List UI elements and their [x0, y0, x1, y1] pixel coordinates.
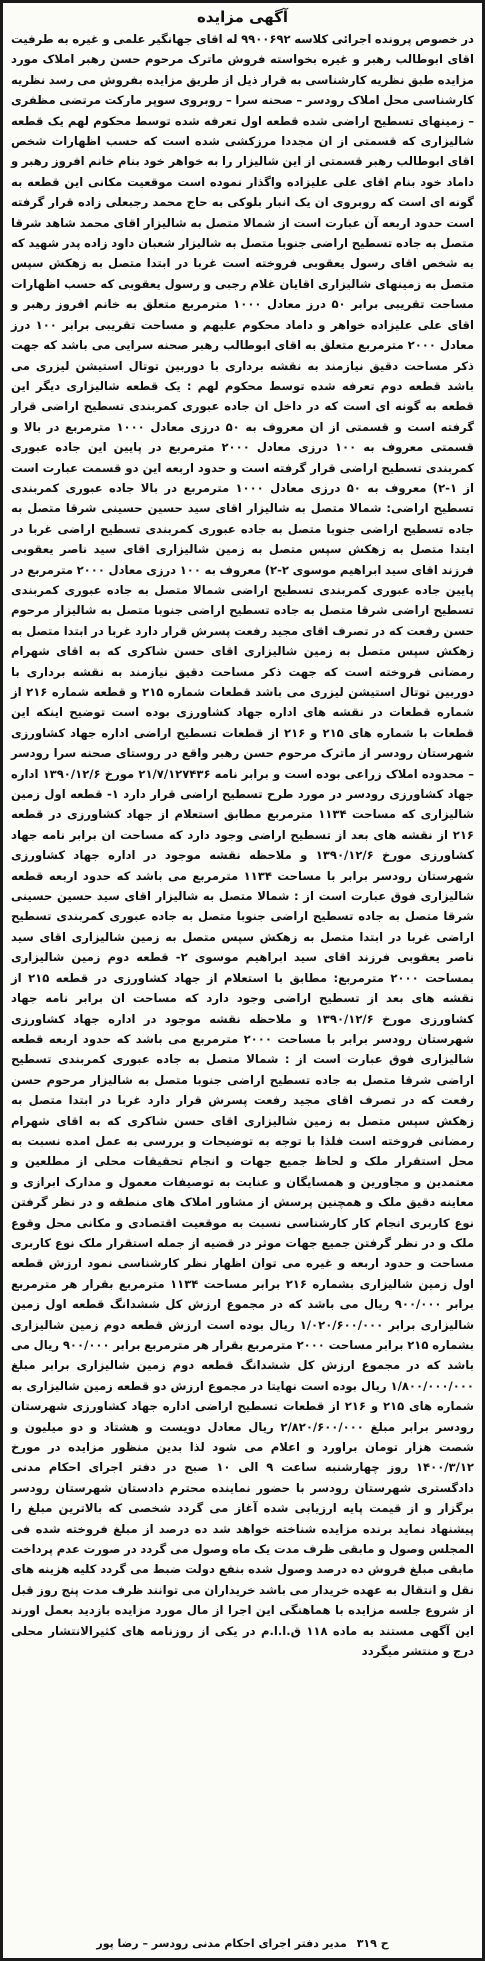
notice-signature: مدیر دفتر اجرای احکام مدنی رودسر – رضا پور	[96, 1937, 347, 1950]
notice-title: آگهی مزایده	[196, 8, 289, 26]
notice-body: در خصوص پرونده اجرائی کلاسه ۹۹۰۰۶۹۲ له اقای جهانگیر علمی و غیره به طرفیت اقای ابوطالب رهبر و غیره بخواسته فروش ماترک مرحوم حسن رهبر املاک مورد مزایده طبق نظریه کارشناسی به قرار ذیل از طریق مزایده بفروش می رسد نظریه کارشناسی محل املاک رودسر – صحنه سرا – روبروی سوپر مارکت مرتضی مظفری – زمینهای تسطیح اراضی شده قطعه اول تعرفه شده توسط محکوم لهم یک قطعه شالیزاری که قسمتی از ان مجددا مرزکشی شده است که حسب اظهارات شخص اقای ابوطالب رهبر قسمتی از این شالیزار را به خواهر خود بنام خانم افروز رهبر و داماد خود بنام اقای علی علیزاده واگذار نموده است موقعیت مکانی این قطعه به گونه ای است که روبروی ان یک انبار بلوکی به حاج محمد رجبعلی زاده قرار گرفته است حدود اربعه آن عبارت است از شمالا متصل به شالیزار اقای محمد شاهد شرقا متصل به جاده تسطیح اراضی جنوبا متصل به شالیزار شعبان داود زاده پدر شهید که به شخص اقای رسول یعقوبی فروخته است غربا در ابتدا متصل به زهکش سپس متصل به زمینهای شالیزاری اقایان غلام رجبی و رسول یعقوبی که حسب اظهارات مساحت تقریبی برابر ۵۰ درز معادل ۱۰۰۰ مترمربع متعلق به خانم افروز رهبر و اقای علی علیزاده خواهر و داماد محکوم علیهم و مساحت تقریبی برابر ۱۰۰ درز معادل ۲۰۰۰ مترمربع متعلق به اقای ابوطالب رهبر صحنه سرایی می باشد که جهت ذکر مساحت دقیق نیازمند به نقشه برداری با دوربین توتال استیشن لیزری می باشد قطعه دوم تعرفه شده توسط محکوم لهم : یک قطعه شالیزاری دیگر این قطعه به گونه ای است که در داخل ان جاده عبوری کمربندی تسطیح اراضی قرار گرفته است و قسمتی از ان معروف به ۵۰ درزی معادل ۱۰۰۰ مترمربع در بالا و قسمتی معروف به ۱۰۰ درزی معادل ۲۰۰۰ مترمربع در پایین این جاده عبوری کمربندی تسطیح اراضی قرار گرفته است و حدود اربعه این دو قسمت عبارت است از ۱-۲) معروف به ۵۰ درزی معادل ۱۰۰۰ مترمربع در بالا جاده عبوری کمربندی تسطیح اراضی: شمالا متصل به شالیزار اقای سید حسین حسینی شرقا متصل به جاده تسطیح اراضی جنوبا متصل به جاده عبوری کمربندی تسطیح اراضی غربا در ابتدا متصل به زهکش سپس متصل به زمین شالیزاری اقای سید ناصر یعقوبی فرزند اقای سید ابراهیم موسوی ۲-۲) معروف به ۱۰۰ درزی معادل ۲۰۰۰ مترمربع در پایین جاده عبوری کمربندی تسطیح اراضی شمالا متصل به جاده عبوری کمربندی تسطیح اراضی شرقا متصل به جاده تسطیح اراضی جنوبا متصل به شالیزار مرحوم حسن رفعت که در تصرف اقای مجید رفعت پسرش قرار دارد غربا در ابتدا متصل به زهکش سپس متصل به زمین شالیزاری اقای حسن شاکری که به اقای شهرام رمضانی فروخته است که جهت ذکر مساحت دقیق نیازمند به نقشه برداری با دوربین توتال استیشن لیزری می باشد قطعات شماره ۲۱۵ و قطعه شماره ۲۱۶ از شماره قطعات در نقشه های اداره جهاد کشاورزی بوده است توضیح اینکه این قطعات با شماره های ۲۱۵ و ۲۱۶ از قطعات تسطیح اراضی اداره جهاد کشاورزی شهرستان رودسر از ماترک مرحوم حسن رهبر واقع در روستای صحنه سرا رودسر – محدوده املاک زراعی بوده است و برابر نامه ۲۱/۷/۱۲۷۴۳۶ مورخ ۱۳۹۰/۱۲/۶ اداره جهاد کشاورزی رودسر در مورد طرح تسطیح اراضی قرار دارد ۱- قطعه اول زمین شالیزاری که مساحت ۱۱۳۴ مترمربع مطابق استعلام از جهاد کشاورزی در قطعه ۲۱۶ از نقشه های بعد از تسطیح اراضی وجود دارد که مساحت ان برابر نامه جهاد کشاورزی مورخ ۱۳۹۰/۱۲/۶ و ملاحظه نقشه موجود در اداره جهاد کشاورزی شهرستان رودسر برابر با مساحت ۱۱۳۴ مترمربع می باشد که حدود اربعه قطعه شالیزاری فوق عبارت است از : شمالا متصل به شالیزار اقای سید حسین حسینی شرقا متصل به جاده تسطیح اراضی جنوبا متصل به جاده عبوری کمربندی تسطیح اراضی غربا در ابتدا متصل به زهکش سپس متصل به زمین شالیزاری اقای سید ناصر یعقوبی فرزند اقای سید ابراهیم موسوی ۲- قطعه دوم زمین شالیزاری بمساحت ۲۰۰۰ مترمربع: مطابق با استعلام از جهاد کشاورزی در قطعه ۲۱۵ از نقشه های بعد از تسطیح اراضی وجود دارد که مساحت ان برابر نامه جهاد کشاورزی مورخ ۱۳۹۰/۱۲/۶ و ملاحظه نقشه موجود در اداره جهاد کشاورزی شهرستان رودسر برابر با مساحت ۲۰۰۰ مترمربع می باشد که حدود اربعه قطعه شالیزاری فوق عبارت است از : شمالا متصل به جاده عبوری کمربندی تسطیح اراضی شرقا متصل به جاده تسطیح اراضی جنوبا متصل به شالیزار مرحوم حسن رفعت که در تصرف اقای مجید رفعت پسرش قرار دارد غربا در ابتدا متصل به زهکش سپس متصل به زمین شالیزاری اقای حسن شاکری که به اقای شهرام رمضانی فروخته است فلذا با توجه به توضیحات و بررسی به عمل امده نسبت به محل استقرار ملک و لحاظ جمیع جهات و انجام تحقیقات محلی از مطلعین و معتمدین و مجاورین و همسایگان و عنایت به توصیفات معمول و مدارک ابرازی و معاینه دقیق ملک و همچنین پرسش از مشاور املاک های منطقه و در نظر گرفتن نوع کاربری انجام کار کارشناسی نسبت به موقعیت اقتصادی و مکانی محل وقوع ملک و در نظر گرفتن جمیع جهات موثر در قضیه از جمله استقرار ملک نوع کاربری مساحت و حدود اربعه و غیره می توان اظهار نظر کارشناسی نمود ارزش قطعه اول زمین شالیزاری بشماره ۲۱۶ برابر مساحت ۱۱۳۴ مترمربع بقرار هر مترمربع برابر ۹۰۰/۰۰۰ ریال می باشد که در مجموع ارزش کل ششدانگ قطعه اول زمین شالیزاری برابر ۱/۰۲۰/۶۰۰/۰۰۰ ریال بوده است ارزش قطعه دوم زمین شالیزاری بشماره ۲۱۵ برابر مساحت ۲۰۰۰ مترمربع بقرار هر مترمربع برابر ۹۰۰/۰۰۰ ریال می باشد که در مجموع ارزش کل ششدانگ قطعه دوم زمین شالیزاری برابر مبلغ ۱/۸۰۰/۰۰۰/۰۰۰ ریال بوده است نهایتا در مجموع ارزش دو قطعه زمین شالیزاری به شماره های ۲۱۵ و ۲۱۶ از قطعات تسطیح اراضی اداره جهاد کشاورزی شهرستان رودسر برابر مبلغ ۲/۸۲۰/۶۰۰/۰۰۰ ریال معادل دویست و هشتاد و دو میلیون و شصت هزار تومان براورد و اعلام می شود لذا بدین منظور مزایده در مورخ ۱۴۰۰/۳/۱۲ روز چهارشنبه ساعت ۹ الی ۱۰ صبح در دفتر اجرای احکام مدنی دادگستری شهرستان رودسر با حضور نماینده محترم دادستان شهرستان رودسر برگزار و از قیمت پایه ارزیابی شده آغاز می گردد شخصی که بالاترین مبلغ را پیشنهاد نماید برنده مزایده شناخته خواهد شد ده درصد از مبلغ فروخته شده فی المجلس وصول و مابقی ظرف مدت یک ماه وصول می گردد در صورت عدم پرداخت مابقی مبلغ فروش ده درصد وصول شده بنفع دولت ضبط می گردد کلیه هزینه های نقل و انتقال به عهده خریدار می باشد خریداران می توانند ظرف مدت پنج روز قبل از شروع جلسه مزایده با هماهنگی این اجرا از مال مورد مزایده بازدید بعمل اورند این آگهی مستند به ماده ۱۱۸ ق.ا.ا.م در یکی از روزنامه های کثیرالانتشار محلی درج و منتشر میگردد	[11, 32, 475, 1659]
notice-footer	[11, 1936, 474, 1952]
notice-code: ح ۳۱۹	[356, 1937, 389, 1950]
